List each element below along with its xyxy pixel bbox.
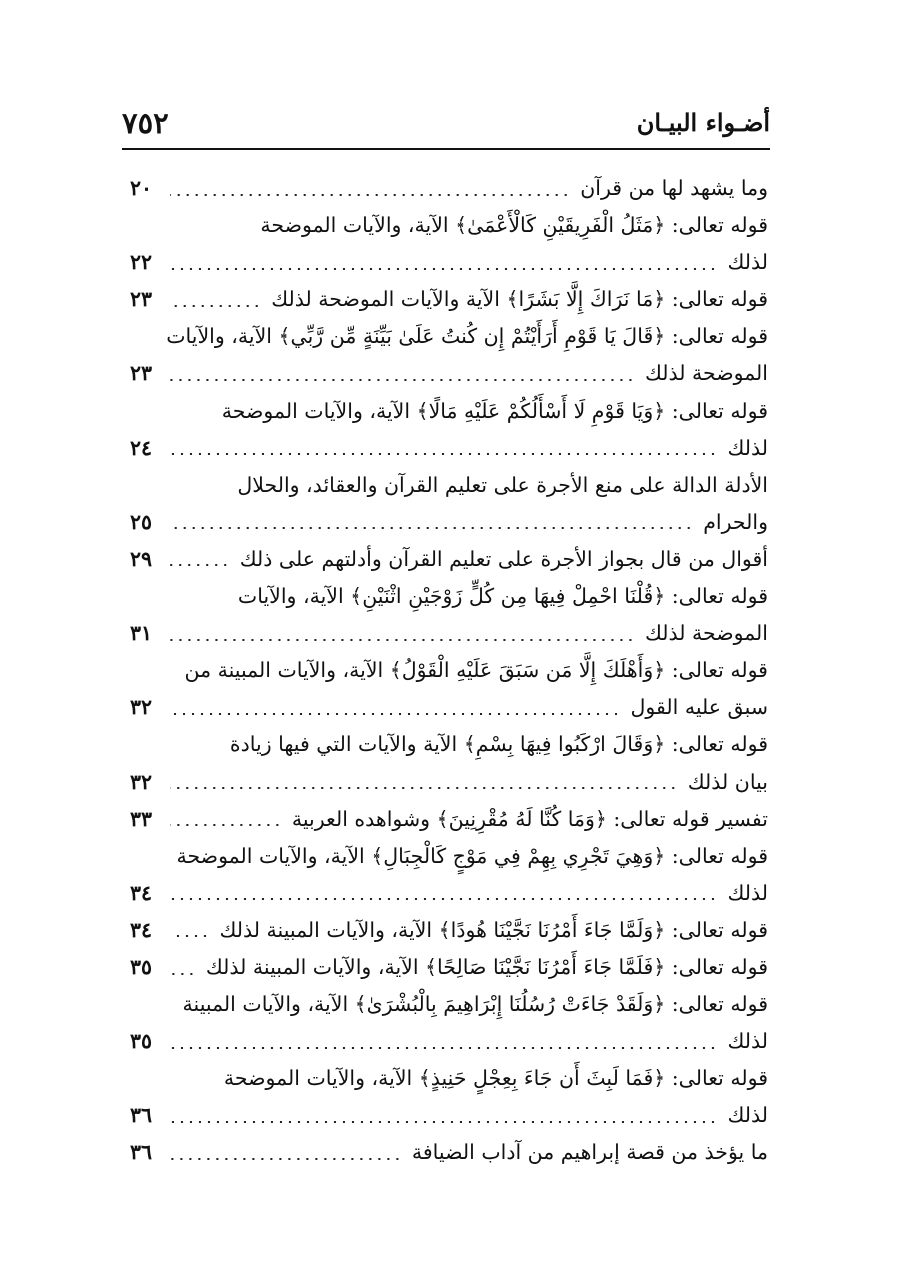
dot-leader: [170, 564, 230, 566]
toc-entry: [130, 207, 768, 244]
toc-page-number: ٣٣: [130, 806, 153, 831]
dot-leader: [170, 1047, 717, 1049]
toc-entry-text: قوله تعالى: ﴿وَلَمَّا جَاءَ أَمْرُنَا نَجَّيْنَا هُودًا﴾ الآية، والآيات المبينة لذلك: [219, 917, 768, 942]
table-of-contents: [130, 170, 768, 1172]
toc-entry-text: ما يؤخذ من قصة إبراهيم من آداب الضيافة: [411, 1140, 768, 1165]
dot-leader: [170, 305, 261, 307]
toc-page-number: ٣٢: [130, 769, 153, 794]
toc-entry-text: تفسير قوله تعالى: ﴿وَمَا كُنَّا لَهُ مُقْرِنِينَ﴾ وشواهده العربية: [291, 806, 768, 831]
running-title: أضـواء البيـان: [636, 108, 770, 137]
toc-entry-text: قوله تعالى: ﴿قَالَ يَا قَوْمِ أَرَأَيْتُمْ إِن كُنتُ عَلَىٰ بَيِّنَةٍ مِّن رَّبِّي﴾ الآية، والآيات: [166, 324, 768, 349]
dot-leader: [170, 1158, 402, 1160]
toc-entry: [130, 281, 768, 318]
toc-page-number: ٣٦: [130, 1103, 153, 1128]
page-header: [122, 100, 770, 146]
toc-entry-text: لذلك: [727, 880, 768, 905]
dot-leader: [170, 935, 209, 937]
dot-leader: [170, 268, 717, 270]
toc-entry-text: قوله تعالى: ﴿وَلَقَدْ جَاءَتْ رُسُلُنَا إِبْرَاهِيمَ بِالْبُشْرَىٰ﴾ الآية، والآيات المبينة: [182, 992, 768, 1017]
toc-entry-text: لذلك: [727, 1103, 768, 1128]
toc-entry-text: لذلك: [727, 1029, 768, 1054]
toc-entry: [130, 244, 768, 281]
dot-leader: [170, 973, 196, 975]
toc-page-number: ٢٣: [130, 287, 153, 312]
toc-entry-text: لذلك: [727, 435, 768, 460]
toc-entry: [130, 875, 768, 912]
toc-page-number: ٣٤: [130, 917, 153, 942]
toc-page-number: ٣٥: [130, 954, 153, 979]
dot-leader: [170, 453, 717, 455]
toc-entry-text: قوله تعالى: ﴿فَلَمَّا جَاءَ أَمْرُنَا نَجَّيْنَا صَالِحًا﴾ الآية، والآيات المبينة لذلك: [205, 954, 768, 979]
toc-entry-text: الموضحة لذلك: [644, 621, 768, 646]
toc-entry: [130, 318, 768, 355]
toc-entry-text: قوله تعالى: ﴿وَيَا قَوْمِ لَا أَسْأَلُكُمْ عَلَيْهِ مَالًا﴾ الآية، والآيات الموضحة: [221, 398, 768, 423]
page-number: ٧٥٢: [122, 106, 169, 140]
toc-entry: [130, 1134, 768, 1171]
toc-entry: [130, 393, 768, 430]
toc-entry-text: أقوال من قال بجواز الأجرة على تعليم القرآن وأدلتهم على ذلك: [239, 546, 768, 571]
toc-entry: [130, 1060, 768, 1097]
toc-entry: [130, 801, 768, 838]
toc-entry: [130, 912, 768, 949]
toc-entry-text: الأدلة الدالة على منع الأجرة على تعليم القرآن والعقائد، والحلال: [237, 472, 768, 497]
toc-entry: [130, 504, 768, 541]
toc-entry: [130, 430, 768, 467]
toc-page-number: ٣٤: [130, 880, 153, 905]
toc-entry: [130, 838, 768, 875]
toc-page-number: ٣١: [130, 621, 153, 646]
toc-entry: [130, 689, 768, 726]
toc-page-number: ٢٠: [130, 176, 153, 200]
toc-page-number: ٢٥: [130, 509, 153, 534]
toc-entry: [130, 1023, 768, 1060]
dot-leader: [170, 639, 635, 641]
dot-leader: [170, 898, 717, 900]
dot-leader: [170, 787, 678, 789]
toc-entry: [130, 949, 768, 986]
toc-entry: [130, 467, 768, 504]
toc-entry-text: والحرام: [703, 509, 768, 534]
dot-leader: [170, 379, 635, 381]
toc-page-number: ٢٩: [130, 546, 153, 571]
toc-entry-text: بيان لذلك: [687, 769, 768, 794]
toc-entry: [130, 578, 768, 615]
dot-leader: [170, 713, 621, 715]
toc-entry-text: وما يشهد لها من قرآن: [580, 176, 768, 200]
dot-leader: [170, 527, 693, 529]
toc-entry: [130, 541, 768, 578]
dot-leader: [170, 194, 570, 196]
toc-entry-text: لذلك: [727, 250, 768, 275]
toc-entry: [130, 355, 768, 392]
toc-page-number: ٢٢: [130, 250, 153, 275]
toc-page-number: ٢٤: [130, 435, 153, 460]
toc-entry: [130, 170, 768, 207]
toc-entry-text: قوله تعالى: ﴿وَأَهْلَكَ إِلَّا مَن سَبَقَ عَلَيْهِ الْقَوْلُ﴾ الآية، والآيات المبينة من: [184, 658, 768, 683]
toc-entry: [130, 726, 768, 763]
toc-page-number: ٣٢: [130, 695, 153, 720]
toc-entry-text: الموضحة لذلك: [644, 361, 768, 386]
toc-entry: [130, 986, 768, 1023]
toc-page-number: ٣٦: [130, 1140, 153, 1165]
toc-entry: [130, 764, 768, 801]
toc-entry-text: قوله تعالى: ﴿مَثَلُ الْفَرِيقَيْنِ كَالْأَعْمَىٰ﴾ الآية، والآيات الموضحة: [260, 213, 768, 238]
toc-entry-text: قوله تعالى: ﴿وَهِيَ تَجْرِي بِهِمْ فِي مَوْجٍ كَالْجِبَالِ﴾ الآية، والآيات الموضحة: [176, 843, 768, 868]
toc-entry-text: قوله تعالى: ﴿فَمَا لَبِثَ أَن جَاءَ بِعِجْلٍ حَنِيذٍ﴾ الآية، والآيات الموضحة: [223, 1066, 768, 1091]
toc-entry-text: قوله تعالى: ﴿مَا نَرَاكَ إِلَّا بَشَرًا﴾ الآية والآيات الموضحة لذلك: [271, 287, 768, 312]
dot-leader: [170, 824, 282, 826]
header-rule: [122, 148, 770, 150]
toc-page-number: ٢٣: [130, 361, 153, 386]
toc-page-number: ٣٥: [130, 1029, 153, 1054]
toc-entry-text: قوله تعالى: ﴿قُلْنَا احْمِلْ فِيهَا مِن كُلٍّ زَوْجَيْنِ اثْنَيْنِ﴾ الآية، والآيات: [237, 584, 768, 609]
toc-entry: [130, 652, 768, 689]
toc-entry: [130, 1097, 768, 1134]
toc-entry-text: قوله تعالى: ﴿وَقَالَ ارْكَبُوا فِيهَا بِسْمِ﴾ الآية والآيات التي فيها زيادة: [229, 732, 768, 757]
toc-entry: [130, 615, 768, 652]
dot-leader: [170, 1121, 717, 1123]
toc-entry-text: سبق عليه القول: [630, 695, 768, 720]
